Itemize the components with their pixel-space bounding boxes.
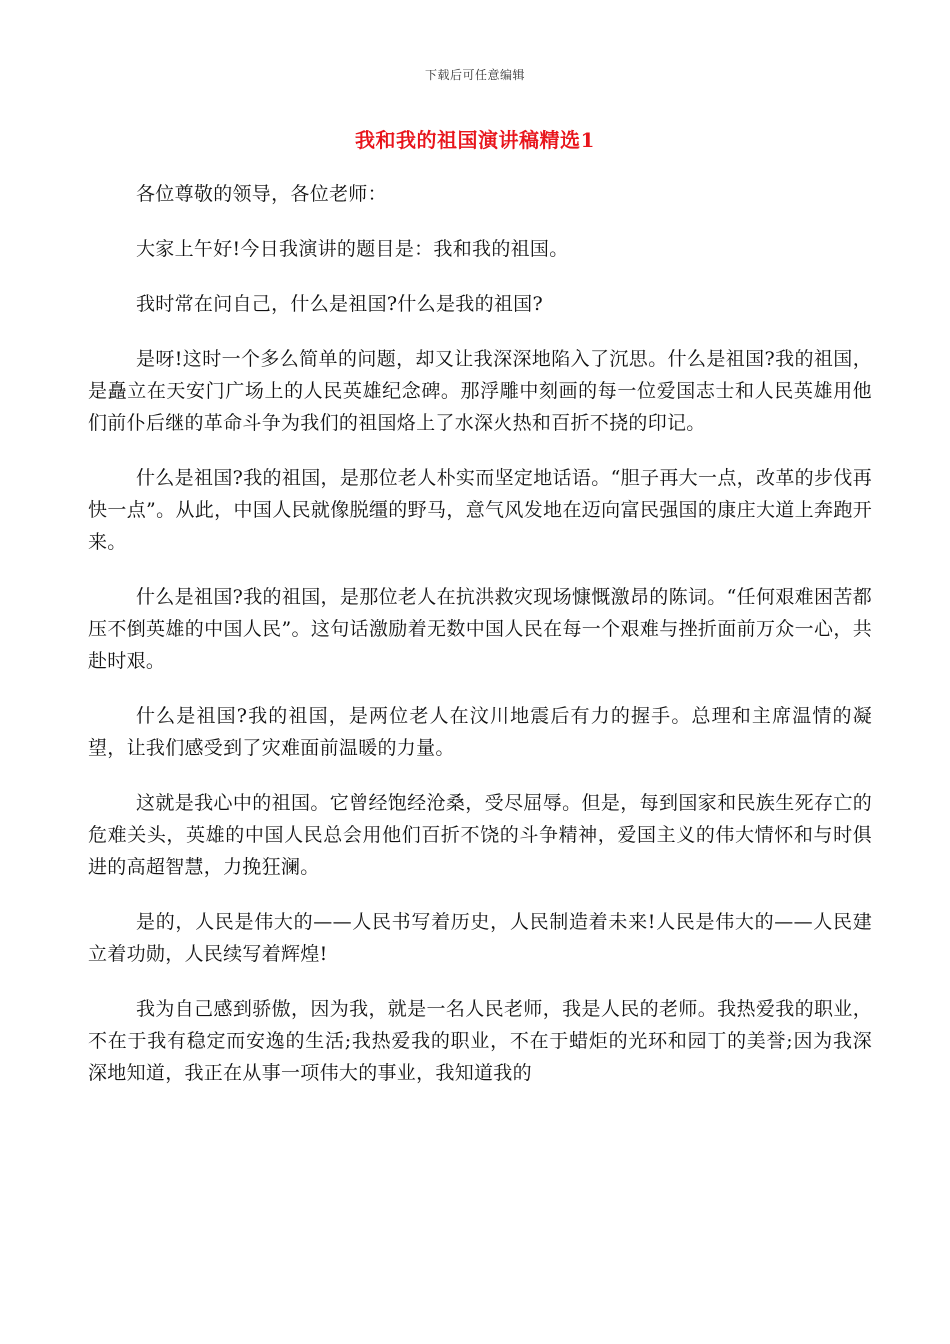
paragraph: 是的，人民是伟大的——人民书写着历史，人民制造着未来!人民是伟大的——人民建立着功勋，人民续写着辉煌! (88, 911, 872, 965)
document-body (88, 178, 872, 1112)
paragraph: 什么是祖国?我的祖国，是那位老人朴实而坚定地话语。“胆子再大一点，改革的步伐再快一点”。从此，中国人民就像脱缰的野马，意气风发地在迈向富民强国的康庄大道上奔跑开来。 (88, 467, 872, 553)
paragraph: 我时常在问自己，什么是祖国?什么是我的祖国? (136, 293, 543, 315)
paragraph: 什么是祖国?我的祖国，是两位老人在汶川地震后有力的握手。总理和主席温情的凝望，让我们感受到了灾难面前温暖的力量。 (88, 705, 872, 759)
paragraph: 大家上午好!今日我演讲的题目是：我和我的祖国。 (136, 238, 569, 260)
paragraph: 是呀!这时一个多么简单的问题，却又让我深深地陷入了沉思。什么是祖国?我的祖国，是矗立在天安门广场上的人民英雄纪念碑。那浮雕中刻画的每一位爱国志士和人民英雄用他们前仆后继的革命斗争为我们的祖国烙上了水深火热和百折不挠的印记。 (88, 348, 872, 434)
paragraph: 这就是我心中的祖国。它曾经饱经沧桑，受尽屈辱。但是，每到国家和民族生死存亡的危难关头，英雄的中国人民总会用他们百折不饶的斗争精神，爱国主义的伟大情怀和与时俱进的高超智慧，力挽狂澜。 (88, 792, 872, 878)
paragraph: 各位尊敬的领导，各位老师： (136, 183, 387, 205)
document-title: 我和我的祖国演讲稿精选1 (355, 128, 595, 152)
header-note: 下载后可任意编辑 (424, 68, 525, 82)
paragraph: 什么是祖国?我的祖国，是那位老人在抗洪救灾现场慷慨激昂的陈词。“任何艰难困苦都压不倒英雄的中国人民”。这句话激励着无数中国人民在每一个艰难与挫折面前万众一心，共赴时艰。 (88, 586, 872, 672)
paragraph: 我为自己感到骄傲，因为我，就是一名人民老师，我是人民的老师。我热爱我的职业，不在于我有稳定而安逸的生活;我热爱我的职业，不在于蜡炬的光环和园丁的美誉;因为我深深地知道，我正在从事一项伟大的事业，我知道我的 (88, 998, 872, 1084)
